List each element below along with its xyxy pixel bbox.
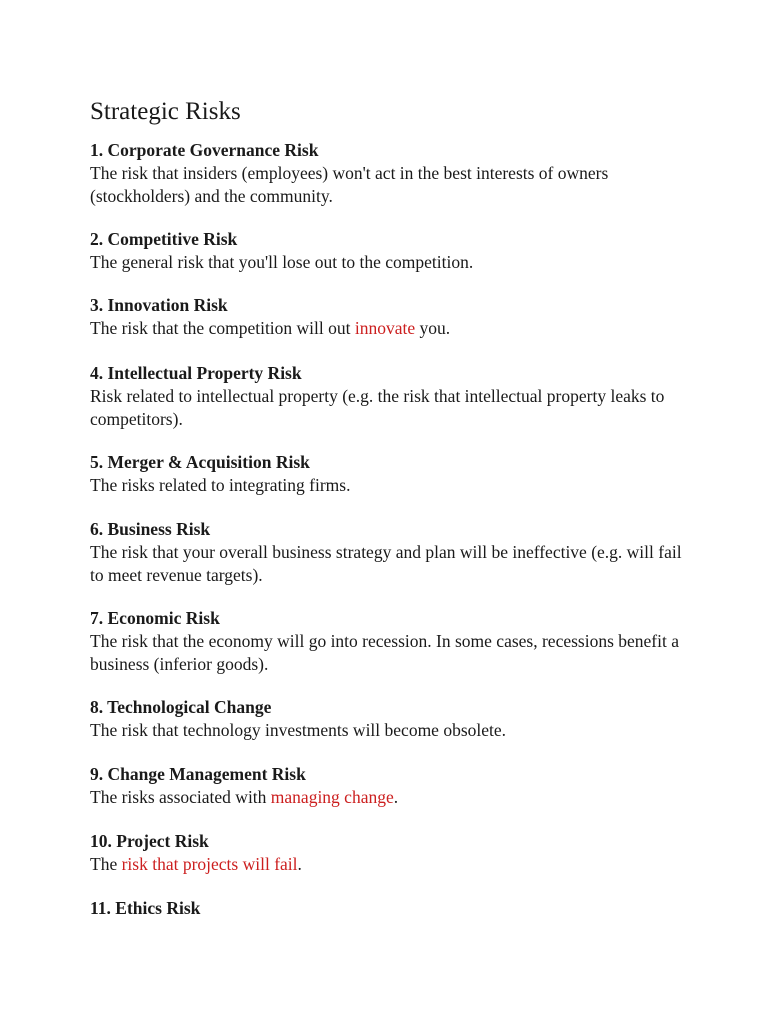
risk-item-corporate-governance bbox=[90, 139, 690, 207]
project-risk-link[interactable]: risk that projects will fail bbox=[121, 854, 298, 874]
risk-item-business bbox=[90, 518, 690, 586]
risk-description-text: . bbox=[297, 854, 302, 874]
risk-heading: 2. Competitive Risk bbox=[90, 229, 238, 249]
risk-description-text: The bbox=[90, 854, 122, 874]
risk-description: The risks related to integrating firms. bbox=[90, 475, 351, 495]
risk-heading: 7. Economic Risk bbox=[90, 608, 220, 628]
risk-item-innovation bbox=[90, 294, 690, 340]
managing-change-link[interactable]: managing change bbox=[270, 787, 394, 807]
page-title: Strategic Risks bbox=[90, 98, 241, 125]
risk-description-text: The risks associated with bbox=[90, 787, 271, 807]
risk-description: The risk that your overall business strategy and plan will be ineffective (e.g. will fail to meet revenue targets). bbox=[90, 542, 682, 585]
risk-heading: 10. Project Risk bbox=[90, 831, 209, 851]
risk-heading: 6. Business Risk bbox=[90, 519, 211, 539]
risk-heading: 3. Innovation Risk bbox=[90, 295, 228, 315]
risk-description: The risk that insiders (employees) won't act in the best interests of owners (stockholders) and the community. bbox=[90, 163, 609, 206]
risk-heading: 9. Change Management Risk bbox=[90, 764, 306, 784]
risk-item-ethics bbox=[90, 897, 690, 920]
risk-item-economic bbox=[90, 607, 690, 675]
risk-heading: 11. Ethics Risk bbox=[90, 898, 201, 918]
risk-heading: 1. Corporate Governance Risk bbox=[90, 140, 319, 160]
risk-item-change-management bbox=[90, 763, 690, 809]
risk-heading: 4. Intellectual Property Risk bbox=[90, 363, 302, 383]
risk-item-project bbox=[90, 830, 690, 876]
risk-description bbox=[90, 786, 690, 809]
risk-description: The general risk that you'll lose out to the competition. bbox=[90, 252, 474, 272]
risk-item-intellectual-property bbox=[90, 362, 690, 430]
innovate-link[interactable]: innovate bbox=[354, 318, 416, 338]
risk-item-competitive bbox=[90, 228, 690, 274]
risk-description bbox=[90, 317, 690, 340]
risk-description: The risk that the economy will go into recession. In some cases, recessions benefit a business (inferior goods). bbox=[90, 631, 680, 674]
risk-heading: 5. Merger & Acquisition Risk bbox=[90, 452, 310, 472]
risk-description bbox=[90, 853, 690, 876]
risk-description: Risk related to intellectual property (e.g. the risk that intellectual property leaks to competitors). bbox=[90, 386, 665, 429]
risk-description-text: you. bbox=[415, 318, 451, 338]
risk-item-merger-acquisition bbox=[90, 451, 690, 497]
risk-description-text: . bbox=[393, 787, 399, 807]
risk-description: The risk that technology investments will become obsolete. bbox=[90, 720, 507, 740]
risk-description-text: The risk that the competition will out bbox=[90, 318, 355, 338]
risk-item-technological-change bbox=[90, 696, 690, 742]
risk-heading: 8. Technological Change bbox=[90, 697, 272, 717]
